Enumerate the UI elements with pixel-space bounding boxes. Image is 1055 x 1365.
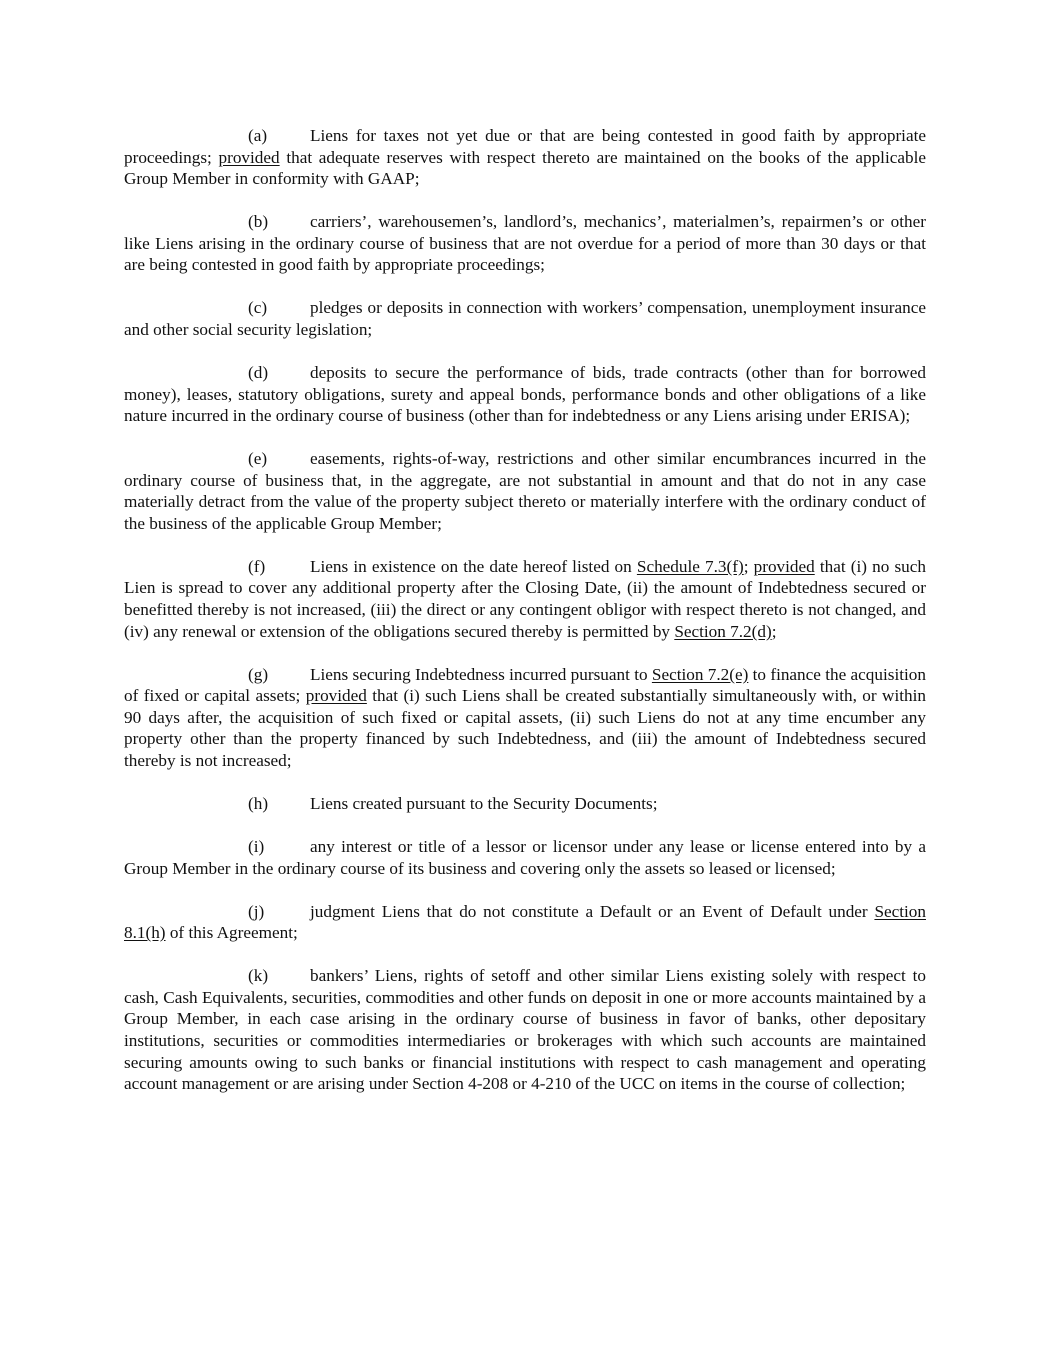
clause-text: that adequate reserves with respect thereto are maintained on the books of the applicable Group Member in conformity with GAAP; [124,147,926,189]
clause-label: (f) [248,556,266,576]
clause-label: (a) [248,126,268,145]
clause-text: judgment Liens that do not constitute a Default or an Event of Default under [310,901,875,921]
clause-text: bankers’ Liens, rights of setoff and other similar Liens existing solely with respect to cash, Cash Equivalents, securities, commodities and other funds on deposit in one or more accounts maintained by a Group Member, in each case arising in the ordinary course of business in favor of banks, other depositary institutions, securities or commodities intermediaries or brokerages with which such accounts are maintained securing amounts owing to such banks or financial institutions with respect to cash management and operating account management or are arising under Section 4-208 or 4-210 of the UCC on items in the course of collection; [124,966,926,1094]
clause-text: Liens for taxes not yet due or that are being contested in good faith by appropriate proceedings; [124,126,926,167]
section-reference: Section 7.2(e) [651,664,749,684]
clause-c [124,297,926,340]
clause-g [124,664,926,772]
section-reference: Section 8.1(h) [124,901,926,943]
clause-label: (h) [248,793,269,813]
provided-term: provided [218,147,280,167]
clause-text: deposits to secure the performance of bids, trade contracts (other than for borrowed money), leases, statutory obligations, surety and appeal bonds, performance bonds and other obligations of a like nature incurred in the ordinary course of business (other than for indebtedness or any Liens arising under ERISA); [124,362,926,426]
clause-text: to finance the acquisition of fixed or capital assets; [124,664,926,706]
clause-j [124,901,926,944]
provided-term: provided [305,686,367,706]
clause-b [124,211,926,276]
clause-label: (b) [248,212,269,232]
document-page [124,125,926,1116]
clause-h [124,793,926,815]
clause-text: easements, rights-of-way, restrictions and other similar encumbrances incurred in the ordinary course of business that, in the aggregate, are not substantial in amount and that do not in any case materially detract from the value of the property subject thereto or materially interfere with the ordinary conduct of the business of the applicable Group Member; [124,449,926,533]
clause-e [124,448,926,534]
provided-term: provided [753,556,815,576]
section-reference: Section 7.2(d) [674,621,772,641]
clause-text: carriers’, warehousemen’s, landlord’s, mechanics’, materialmen’s, repairmen’s or other like Liens arising in the ordinary course of business that are not overdue for a period of more than 30 days or that are being contested in good faith by appropriate proceedings; [124,212,926,275]
clause-a [124,125,926,190]
clause-text: ; [771,621,777,641]
clause-f [124,556,926,642]
clause-k [124,965,926,1095]
clause-text: that (i) such Liens shall be created substantially simultaneously with, or within 90 days after, the acquisition of such fixed or capital assets, (ii) such Liens do not at any time encumber any property other than the property financed by such Indebtedness, and (iii) the amount of Indebtedness secured thereby is not increased; [124,686,926,770]
clause-label: (k) [248,966,269,986]
clause-text: Liens created pursuant to the Security Documents; [310,793,658,813]
clause-text: any interest or title of a lessor or licensor under any lease or license entered into by a Group Member in the ordinary course of its business and covering only the assets so leased or licensed; [124,836,926,878]
clause-i [124,836,926,879]
clause-text: ; [743,556,754,576]
clause-text: pledges or deposits in connection with workers’ compensation, unemployment insurance and other social security legislation; [124,298,926,339]
clause-d [124,362,926,427]
clause-label: (e) [248,449,268,469]
clause-label: (g) [248,664,269,684]
schedule-reference: Schedule 7.3(f) [636,556,744,576]
clause-label: (j) [248,901,265,921]
clause-text: Liens in existence on the date hereof listed on [310,556,637,576]
clause-label: (i) [248,836,265,856]
clause-text: of this Agreement; [165,923,298,943]
clause-label: (c) [248,298,268,318]
clause-label: (d) [248,362,269,382]
clause-text: that (i) no such Lien is spread to cover any additional property after the Closing Date, (ii) the amount of Indebtedness secured or benefitted thereby is not increased, (iii) the direct or any contingent obligor with respect thereto is not changed, and (iv) any renewal or extension of the obligations secured thereby is permitted by [124,556,926,641]
clause-text: Liens securing Indebtedness incurred pursuant to [310,664,652,684]
